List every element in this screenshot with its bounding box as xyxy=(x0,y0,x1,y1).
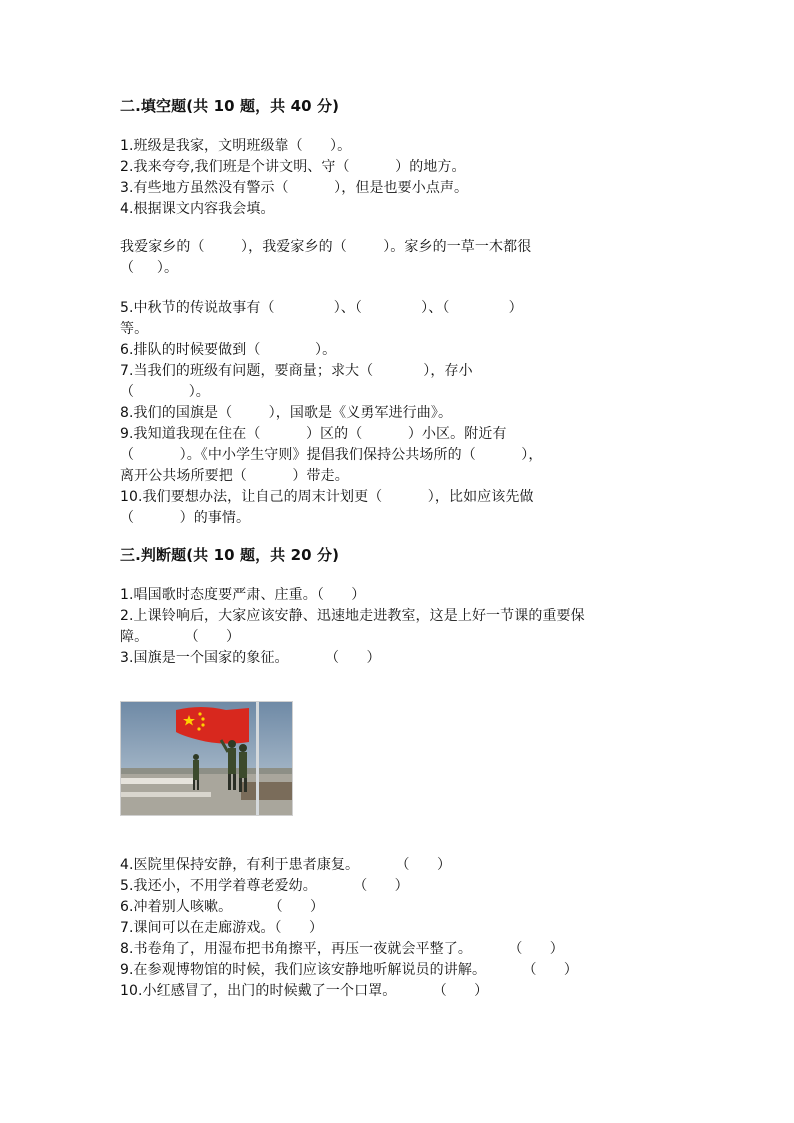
fill-blank-q1: 1.班级是我家，文明班级靠（ ）。 xyxy=(120,138,352,154)
judge-q3: 3.国旗是一个国家的象征。 （ ） xyxy=(120,650,381,666)
fill-blank-q3: 3.有些地方虽然没有警示（ ），但是也要小点声。 xyxy=(120,180,469,196)
section-3-heading: 三.判断题(共 10 题，共 20 分) xyxy=(120,546,340,564)
fill-blank-q4-text-line2: （ ）。 xyxy=(120,260,179,276)
fill-blank-q9-line3: 离开公共场所要把（ ）带走。 xyxy=(120,468,349,484)
fill-blank-q2: 2.我来夸夸,我们班是个讲文明、守（ ）的地方。 xyxy=(120,159,466,175)
judge-q9: 9.在参观博物馆的时候，我们应该安静地听解说员的讲解。 （ ） xyxy=(120,962,578,978)
judge-q10: 10.小红感冒了，出门的时候戴了一个口罩。 （ ） xyxy=(120,983,489,999)
fill-blank-q5-line1: 5.中秋节的传说故事有（ ）、（ ）、（ ） xyxy=(120,300,523,316)
judge-q8: 8.书卷角了，用湿布把书角擦平，再压一夜就会平整了。 （ ） xyxy=(120,941,564,957)
judge-q1: 1.唱国歌时态度要严肃、庄重。（ ） xyxy=(120,587,366,603)
judge-q2-line1: 2.上课铃响后，大家应该安静、迅速地走进教室，这是上好一节课的重要保 xyxy=(120,608,585,624)
fill-blank-q7-line2: （ ）。 xyxy=(120,384,210,400)
fill-blank-q9-line2: （ ）。《中小学生守则》提倡我们保持公共场所的（ ）， xyxy=(120,447,543,463)
fill-blank-q8: 8.我们的国旗是（ ），国歌是《义勇军进行曲》。 xyxy=(120,405,453,421)
judge-q5: 5.我还小，不用学着尊老爱幼。 （ ） xyxy=(120,878,409,894)
fill-blank-q10-line1: 10.我们要想办法，让自己的周末计划更（ ），比如应该先做 xyxy=(120,489,534,505)
judge-q6: 6.冲着别人咳嗽。 （ ） xyxy=(120,899,325,915)
section-2-heading: 二.填空题(共 10 题，共 40 分) xyxy=(120,97,340,115)
fill-blank-q5-line2: 等。 xyxy=(120,321,149,337)
fill-blank-q10-line2: （ ）的事情。 xyxy=(120,510,251,526)
fill-blank-q7-line1: 7.当我们的班级有问题，要商量；求大（ ），存小 xyxy=(120,363,473,379)
fill-blank-q4-text-line1: 我爱家乡的（ ），我爱家乡的（ ）。家乡的一草一木都很 xyxy=(120,239,532,255)
judge-q2-line2: 障。 （ ） xyxy=(120,629,241,645)
judge-q7: 7.课间可以在走廊游戏。（ ） xyxy=(120,920,324,936)
flag-raising-photo xyxy=(120,701,293,816)
fill-blank-q4: 4.根据课文内容我会填。 xyxy=(120,201,275,217)
fill-blank-q6: 6.排队的时候要做到（ ）。 xyxy=(120,342,337,358)
fill-blank-q9-line1: 9.我知道我现在住在（ ）区的（ ）小区。附近有 xyxy=(120,426,507,442)
judge-q4: 4.医院里保持安静，有利于患者康复。 （ ） xyxy=(120,857,452,873)
